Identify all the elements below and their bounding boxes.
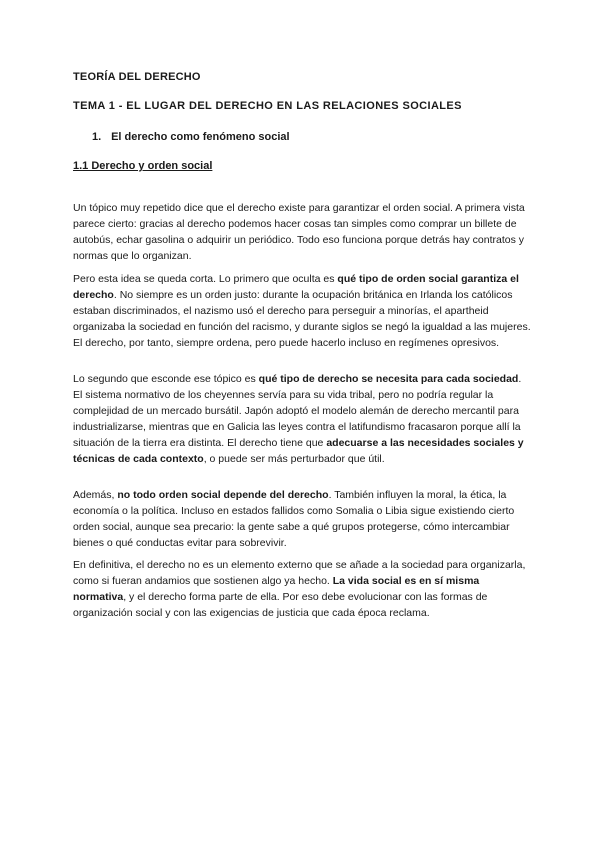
paragraph-5-emphasis: La vida social es en sí misma normativa: [73, 575, 480, 603]
paragraph-3-text-a: Lo segundo que esconde ese tópico es: [73, 373, 259, 385]
paragraph-2-emphasis: qué tipo de orden social garantiza el derecho: [73, 273, 519, 301]
paragraph-5: [73, 557, 533, 621]
paragraph-4-emphasis: no todo orden social depende del derecho: [117, 489, 329, 501]
section-title: El derecho como fenómeno social: [111, 131, 290, 143]
paragraph-2-text-a: Pero esta idea se queda corta. Lo primero que oculta es: [73, 273, 338, 285]
paragraph-3-emphasis-b: adecuarse a las necesidades sociales y técnicas de cada contexto: [73, 437, 524, 465]
paragraph-1-text: Un tópico muy repetido dice que el derecho existe para garantizar el orden social. A primera vista parece cierto: gracias al derecho podemos hacer cosas tan simples como comprar un billete de autobús, echar gasolina o adquirir un periódico. Todo eso funciona porque detrás hay contratos y normas que lo organizan.: [73, 202, 525, 262]
paragraph-4: [73, 487, 533, 551]
paragraph-5-text-b: , y el derecho forma parte de ella. Por eso debe evolucionar con las formas de organización social y con las exigencias de justicia que cada época reclama.: [73, 591, 488, 619]
paragraph-3: [73, 371, 533, 467]
paragraph-3-text-b: . El sistema normativo de los cheyennes servía para su vida tribal, pero no podría regular la complejidad de un mercado bursátil. Japón adoptó el modelo alemán de derecho mercantil para industrializarse, mientras que en Galicia las leyes contra el latifundismo fracasaron porque allí la situación de la tierra era distinta. El derecho tiene que: [73, 373, 522, 449]
paragraph-4-text-b: . También influyen la moral, la ética, la economía o la política. Incluso en estados fallidos como Somalia o Libia sigue existiendo cierto orden social, aunque sea precario: la gente sabe a qué grupos protegerse, cómo intercambiar bienes o qué conductas evitar para sobrevivir.: [73, 489, 515, 549]
unit-title: TEMA 1 - EL LUGAR DEL DERECHO EN LAS RELACIONES SOCIALES: [73, 100, 462, 112]
paragraph-3-emphasis-a: qué tipo de derecho se necesita para cada sociedad: [258, 373, 519, 385]
paragraph-2-text-b: . No siempre es un orden justo: durante la ocupación británica en Irlanda los católicos estaban discriminados, el nazismo usó el derecho para perseguir a minorías, el apartheid organizaba la sociedad en función del racismo, y durante siglos se negó la igualdad a las mujeres. El derecho, por tanto, siempre ordena, pero puede hacerlo incluso en regímenes opresivos.: [73, 289, 531, 349]
paragraph-3-text-c: , o puede ser más perturbador que útil.: [203, 453, 385, 465]
paragraph-5-text-a: En definitiva, el derecho no es un elemento externo que se añade a la sociedad para organizarla, como si fueran andamios que sostienen algo ya hecho.: [73, 559, 526, 587]
section-heading: [92, 131, 290, 143]
document-title: TEORÍA DEL DERECHO: [73, 71, 201, 83]
paragraph-4-text-a: Además,: [73, 489, 118, 501]
section-number: 1.: [92, 131, 102, 143]
paragraph-2: [73, 271, 533, 351]
subsection-heading: 1.1 Derecho y orden social: [73, 160, 213, 172]
paragraph-1: [73, 200, 533, 264]
